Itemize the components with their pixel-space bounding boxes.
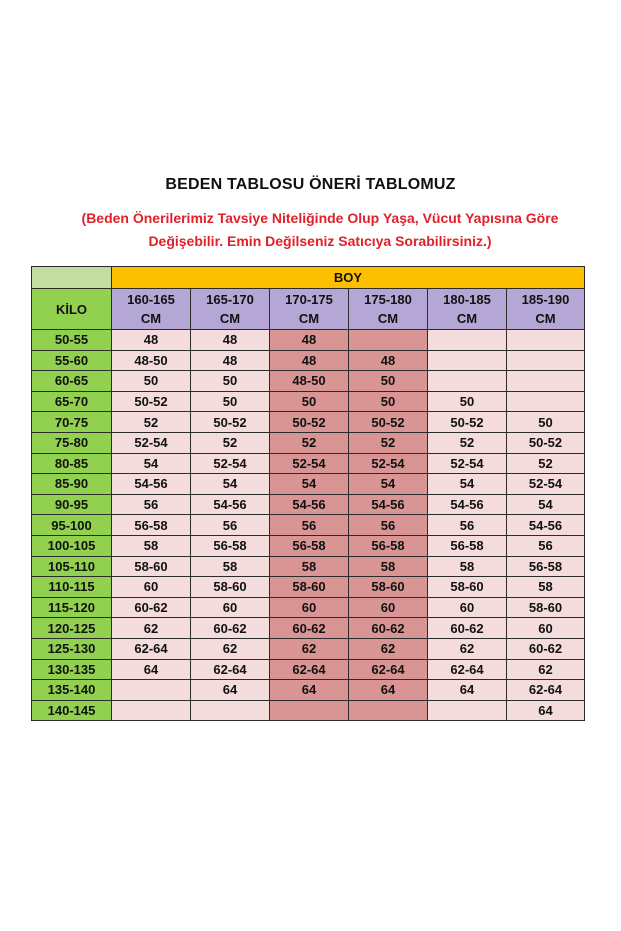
size-cell: 54 — [349, 474, 428, 495]
height-header: 160-165 CM — [112, 289, 191, 330]
table-row — [32, 680, 585, 701]
size-cell: 56-58 — [507, 556, 585, 577]
height-header: 165-170 CM — [191, 289, 270, 330]
kilo-cell: 55-60 — [32, 350, 112, 371]
table-row — [32, 391, 585, 412]
corner-cell — [32, 267, 112, 289]
table-row — [32, 535, 585, 556]
size-cell: 60-62 — [191, 618, 270, 639]
size-cell: 60 — [507, 618, 585, 639]
size-cell: 54-56 — [428, 494, 507, 515]
size-cell: 54-56 — [191, 494, 270, 515]
disclaimer-line-2: Değişebilir. Emin Değilseniz Satıcıya Sorabilirsiniz.) — [148, 233, 492, 249]
column-header-row — [32, 289, 585, 330]
size-cell: 50 — [349, 371, 428, 392]
kilo-cell: 75-80 — [32, 432, 112, 453]
size-cell: 60 — [428, 597, 507, 618]
size-cell: 52-54 — [349, 453, 428, 474]
size-chart-table — [31, 266, 585, 721]
table-row — [32, 556, 585, 577]
table-row — [32, 350, 585, 371]
kilo-cell: 105-110 — [32, 556, 112, 577]
size-cell: 52 — [112, 412, 191, 433]
kilo-cell: 125-130 — [32, 638, 112, 659]
size-cell: 60-62 — [349, 618, 428, 639]
size-cell: 50 — [507, 412, 585, 433]
size-cell: 52 — [349, 432, 428, 453]
size-cell: 54 — [428, 474, 507, 495]
size-cell: 58-60 — [270, 577, 349, 598]
size-cell — [349, 700, 428, 721]
size-cell: 56 — [191, 515, 270, 536]
size-cell: 64 — [191, 680, 270, 701]
size-cell: 60-62 — [507, 638, 585, 659]
size-cell: 52-54 — [428, 453, 507, 474]
size-cell: 60 — [191, 597, 270, 618]
size-cell: 54-56 — [349, 494, 428, 515]
size-cell: 48-50 — [270, 371, 349, 392]
size-cell: 52-54 — [112, 432, 191, 453]
size-cell: 52 — [428, 432, 507, 453]
kilo-cell: 110-115 — [32, 577, 112, 598]
kilo-cell: 90-95 — [32, 494, 112, 515]
table-row — [32, 659, 585, 680]
size-cell: 60 — [270, 597, 349, 618]
size-cell: 48 — [112, 330, 191, 351]
size-cell: 60 — [349, 597, 428, 618]
table-row — [32, 597, 585, 618]
size-cell: 48 — [191, 350, 270, 371]
size-cell: 54-56 — [507, 515, 585, 536]
size-cell: 62 — [507, 659, 585, 680]
size-cell: 54 — [191, 474, 270, 495]
size-cell: 56-58 — [428, 535, 507, 556]
table-row — [32, 330, 585, 351]
size-cell: 60-62 — [428, 618, 507, 639]
kilo-cell: 70-75 — [32, 412, 112, 433]
size-cell: 62-64 — [191, 659, 270, 680]
size-cell: 50 — [428, 391, 507, 412]
size-cell: 58 — [428, 556, 507, 577]
size-cell: 58 — [349, 556, 428, 577]
kilo-cell: 65-70 — [32, 391, 112, 412]
size-cell: 52 — [270, 432, 349, 453]
kilo-cell: 85-90 — [32, 474, 112, 495]
size-cell — [191, 700, 270, 721]
size-cell: 52 — [507, 453, 585, 474]
size-cell: 56 — [428, 515, 507, 536]
size-cell: 62-64 — [270, 659, 349, 680]
size-cell: 48 — [270, 330, 349, 351]
kilo-cell: 140-145 — [32, 700, 112, 721]
size-cell: 52 — [191, 432, 270, 453]
size-cell: 52-54 — [507, 474, 585, 495]
kilo-cell: 50-55 — [32, 330, 112, 351]
size-cell: 48 — [191, 330, 270, 351]
size-cell — [507, 330, 585, 351]
size-cell: 64 — [270, 680, 349, 701]
kilo-cell: 115-120 — [32, 597, 112, 618]
size-cell: 50 — [349, 391, 428, 412]
size-cell — [507, 350, 585, 371]
size-cell: 54-56 — [112, 474, 191, 495]
kilo-cell: 120-125 — [32, 618, 112, 639]
size-cell: 64 — [112, 659, 191, 680]
size-cell — [428, 700, 507, 721]
table-row — [32, 494, 585, 515]
size-cell: 50-52 — [270, 412, 349, 433]
table-row — [32, 474, 585, 495]
size-cell: 50 — [112, 371, 191, 392]
kilo-cell: 80-85 — [32, 453, 112, 474]
kilo-cell: 95-100 — [32, 515, 112, 536]
size-cell: 48 — [270, 350, 349, 371]
size-cell: 58-60 — [507, 597, 585, 618]
size-cell — [270, 700, 349, 721]
size-cell: 58 — [270, 556, 349, 577]
table-row — [32, 618, 585, 639]
size-cell: 52-54 — [270, 453, 349, 474]
size-cell: 48 — [349, 350, 428, 371]
size-cell: 48-50 — [112, 350, 191, 371]
table-row — [32, 371, 585, 392]
table-row — [32, 412, 585, 433]
table-row — [32, 577, 585, 598]
kilo-header: KİLO — [32, 289, 112, 330]
size-cell: 62 — [349, 638, 428, 659]
size-cell — [428, 350, 507, 371]
size-cell: 62-64 — [349, 659, 428, 680]
size-cell: 60-62 — [270, 618, 349, 639]
size-cell: 62 — [428, 638, 507, 659]
size-cell: 58-60 — [428, 577, 507, 598]
size-cell: 60 — [112, 577, 191, 598]
group-header-row — [32, 267, 585, 289]
size-cell: 56 — [349, 515, 428, 536]
size-cell: 58 — [191, 556, 270, 577]
kilo-cell: 130-135 — [32, 659, 112, 680]
size-cell: 56-58 — [112, 515, 191, 536]
size-cell: 54 — [270, 474, 349, 495]
table-row — [32, 515, 585, 536]
size-cell: 62 — [270, 638, 349, 659]
size-cell: 62 — [112, 618, 191, 639]
size-cell: 64 — [428, 680, 507, 701]
size-cell — [428, 371, 507, 392]
table-row — [32, 638, 585, 659]
table-row — [32, 700, 585, 721]
size-cell: 52-54 — [191, 453, 270, 474]
height-header: 170-175 CM — [270, 289, 349, 330]
page-title: BEDEN TABLOSU ÖNERİ TABLOMUZ — [165, 176, 456, 193]
size-cell: 50-52 — [507, 432, 585, 453]
kilo-cell: 100-105 — [32, 535, 112, 556]
size-cell: 56 — [270, 515, 349, 536]
size-cell: 50-52 — [349, 412, 428, 433]
size-cell: 62-64 — [112, 638, 191, 659]
size-cell: 50-52 — [428, 412, 507, 433]
size-cell: 56-58 — [191, 535, 270, 556]
height-header: 185-190 CM — [507, 289, 585, 330]
size-cell: 58-60 — [349, 577, 428, 598]
height-header: 175-180 CM — [349, 289, 428, 330]
height-header: 180-185 CM — [428, 289, 507, 330]
size-cell: 50-52 — [112, 391, 191, 412]
size-cell — [112, 700, 191, 721]
kilo-cell: 60-65 — [32, 371, 112, 392]
size-cell — [112, 680, 191, 701]
size-cell: 58-60 — [112, 556, 191, 577]
size-cell: 58 — [507, 577, 585, 598]
size-cell: 54 — [112, 453, 191, 474]
size-cell: 58-60 — [191, 577, 270, 598]
table-row — [32, 432, 585, 453]
size-cell: 56 — [507, 535, 585, 556]
size-cell: 60-62 — [112, 597, 191, 618]
size-cell: 54 — [507, 494, 585, 515]
size-cell — [507, 391, 585, 412]
size-cell: 62-64 — [507, 680, 585, 701]
size-cell — [507, 371, 585, 392]
size-cell — [428, 330, 507, 351]
size-cell: 50 — [191, 371, 270, 392]
size-cell: 56-58 — [270, 535, 349, 556]
size-cell: 50 — [191, 391, 270, 412]
size-cell: 50 — [270, 391, 349, 412]
size-cell: 50-52 — [191, 412, 270, 433]
size-cell: 58 — [112, 535, 191, 556]
size-cell: 56-58 — [349, 535, 428, 556]
size-cell: 62 — [191, 638, 270, 659]
boy-header: BOY — [112, 267, 585, 289]
kilo-cell: 135-140 — [32, 680, 112, 701]
size-cell: 56 — [112, 494, 191, 515]
size-cell: 62-64 — [428, 659, 507, 680]
size-cell: 64 — [349, 680, 428, 701]
disclaimer-line-1: (Beden Önerilerimiz Tavsiye Niteliğinde Olup Yaşa, Vücut Yapısına Göre — [81, 210, 559, 226]
size-cell — [349, 330, 428, 351]
size-cell: 54-56 — [270, 494, 349, 515]
size-cell: 64 — [507, 700, 585, 721]
table-row — [32, 453, 585, 474]
